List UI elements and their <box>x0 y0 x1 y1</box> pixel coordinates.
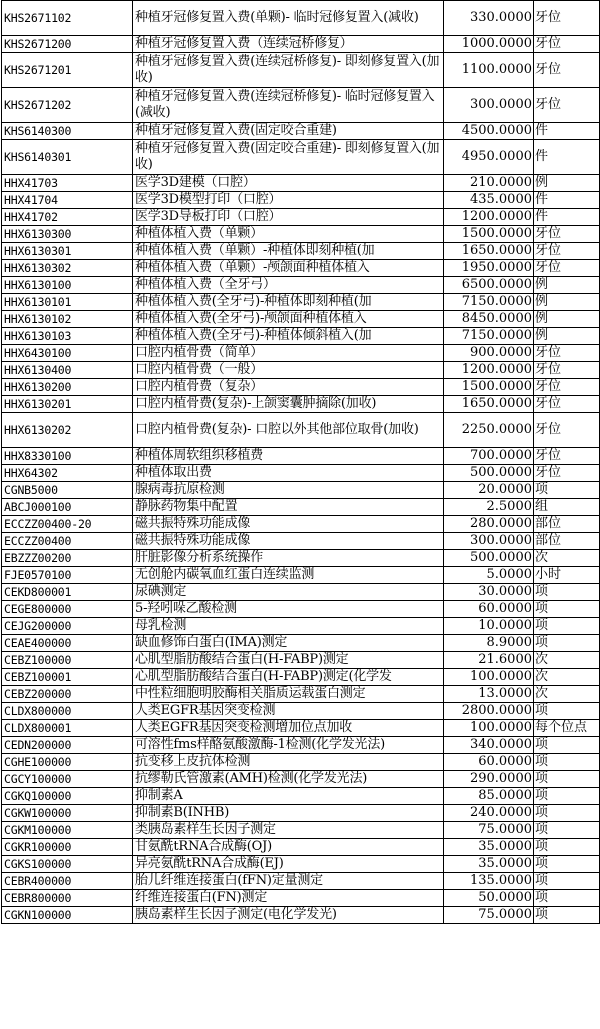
item-code-cell: CLDX800000 <box>2 703 133 720</box>
item-price-cell: 1100.0000 <box>444 53 534 88</box>
table-row <box>2 703 600 720</box>
item-code-cell: ABCJ000100 <box>2 499 133 516</box>
item-code-cell: CEBR400000 <box>2 873 133 890</box>
item-unit-cell: 次 <box>534 652 600 669</box>
table-row <box>2 192 600 209</box>
item-price-cell: 60.0000 <box>444 601 534 618</box>
item-name-cell: 类胰岛素样生长因子测定 <box>133 822 444 839</box>
item-price-cell: 240.0000 <box>444 805 534 822</box>
table-row <box>2 88 600 123</box>
item-unit-cell: 项 <box>534 822 600 839</box>
table-row <box>2 635 600 652</box>
item-unit-cell: 项 <box>534 703 600 720</box>
item-unit-cell: 牙位 <box>534 413 600 448</box>
item-code-cell: HHX6130102 <box>2 311 133 328</box>
item-price-cell: 85.0000 <box>444 788 534 805</box>
item-unit-cell: 项 <box>534 788 600 805</box>
item-unit-cell: 项 <box>534 601 600 618</box>
item-unit-cell: 牙位 <box>534 260 600 277</box>
item-code-cell: HHX6130301 <box>2 243 133 260</box>
item-code-cell: CGKM100000 <box>2 822 133 839</box>
item-name-cell: 缺血修饰白蛋白(IMA)测定 <box>133 635 444 652</box>
item-code-cell: CGKR100000 <box>2 839 133 856</box>
item-name-cell: 医学3D导板打印（口腔） <box>133 209 444 226</box>
item-code-cell: KHS2671202 <box>2 88 133 123</box>
item-name-cell: 心肌型脂肪酸结合蛋白(H-FABP)测定 <box>133 652 444 669</box>
item-name-cell: 口腔内植骨费(复杂)-上颌窦囊肿摘除(加收) <box>133 396 444 413</box>
item-price-cell: 2800.0000 <box>444 703 534 720</box>
item-code-cell: HHX41703 <box>2 175 133 192</box>
table-row <box>2 669 600 686</box>
item-price-cell: 75.0000 <box>444 907 534 924</box>
table-row <box>2 465 600 482</box>
item-price-cell: 30.0000 <box>444 584 534 601</box>
item-name-cell: 腺病毒抗原检测 <box>133 482 444 499</box>
item-name-cell: 种植牙冠修复置入费(连续冠桥修复)- 临时冠修复置入(减收) <box>133 88 444 123</box>
item-code-cell: HHX8330100 <box>2 448 133 465</box>
item-code-cell: HHX6130202 <box>2 413 133 448</box>
item-price-cell: 900.0000 <box>444 345 534 362</box>
table-row <box>2 890 600 907</box>
item-price-cell: 500.0000 <box>444 465 534 482</box>
item-name-cell: 种植体植入费(全牙弓)-种植体倾斜植入(加 <box>133 328 444 345</box>
item-unit-cell: 项 <box>534 907 600 924</box>
table-row <box>2 311 600 328</box>
item-unit-cell: 牙位 <box>534 396 600 413</box>
item-code-cell: CEBZ100000 <box>2 652 133 669</box>
table-row <box>2 243 600 260</box>
item-unit-cell: 件 <box>534 123 600 140</box>
item-name-cell: 胎儿纤维连接蛋白(fFN)定量测定 <box>133 873 444 890</box>
table-row <box>2 584 600 601</box>
item-code-cell: HHX41702 <box>2 209 133 226</box>
item-name-cell: 5-羟吲哚乙酸检测 <box>133 601 444 618</box>
item-code-cell: KHS2671102 <box>2 1 133 36</box>
item-price-cell: 75.0000 <box>444 822 534 839</box>
item-name-cell: 种植体植入费(全牙弓)-种植体即刻种植(加 <box>133 294 444 311</box>
item-price-cell: 300.0000 <box>444 88 534 123</box>
table-row <box>2 413 600 448</box>
item-name-cell: 可溶性fms样酪氨酸激酶-1检测(化学发光法) <box>133 737 444 754</box>
item-name-cell: 磁共振特殊功能成像 <box>133 516 444 533</box>
item-code-cell: CEBR800000 <box>2 890 133 907</box>
item-name-cell: 抗变移上皮抗体检测 <box>133 754 444 771</box>
item-code-cell: KHS2671200 <box>2 36 133 53</box>
item-unit-cell: 项 <box>534 856 600 873</box>
item-name-cell: 甘氨酰tRNA合成酶(OJ) <box>133 839 444 856</box>
table-row <box>2 499 600 516</box>
item-price-cell: 210.0000 <box>444 175 534 192</box>
item-unit-cell: 项 <box>534 805 600 822</box>
item-unit-cell: 牙位 <box>534 345 600 362</box>
item-name-cell: 种植体植入费（单颗） <box>133 226 444 243</box>
item-price-cell: 10.0000 <box>444 618 534 635</box>
table-row <box>2 907 600 924</box>
item-price-cell: 4950.0000 <box>444 140 534 175</box>
table-row <box>2 260 600 277</box>
item-price-cell: 1200.0000 <box>444 209 534 226</box>
item-unit-cell: 牙位 <box>534 88 600 123</box>
item-unit-cell: 组 <box>534 499 600 516</box>
item-unit-cell: 例 <box>534 294 600 311</box>
table-row <box>2 550 600 567</box>
item-unit-cell: 牙位 <box>534 243 600 260</box>
item-unit-cell: 项 <box>534 873 600 890</box>
table-row <box>2 737 600 754</box>
item-unit-cell: 牙位 <box>534 362 600 379</box>
item-name-cell: 母乳检测 <box>133 618 444 635</box>
table-row <box>2 754 600 771</box>
item-price-cell: 7150.0000 <box>444 328 534 345</box>
item-unit-cell: 例 <box>534 328 600 345</box>
table-row <box>2 209 600 226</box>
table-row <box>2 277 600 294</box>
item-code-cell: HHX6130200 <box>2 379 133 396</box>
item-unit-cell: 项 <box>534 771 600 788</box>
item-unit-cell: 项 <box>534 635 600 652</box>
item-price-cell: 290.0000 <box>444 771 534 788</box>
item-price-cell: 1200.0000 <box>444 362 534 379</box>
item-code-cell: HHX6430100 <box>2 345 133 362</box>
item-name-cell: 医学3D模型打印（口腔） <box>133 192 444 209</box>
item-unit-cell: 牙位 <box>534 448 600 465</box>
table-row <box>2 123 600 140</box>
item-unit-cell: 每个位点 <box>534 720 600 737</box>
item-name-cell: 种植体植入费(全牙弓)-颅颌面种植体植入 <box>133 311 444 328</box>
item-code-cell: CEDN200000 <box>2 737 133 754</box>
item-unit-cell: 次 <box>534 686 600 703</box>
item-price-cell: 4500.0000 <box>444 123 534 140</box>
item-price-cell: 60.0000 <box>444 754 534 771</box>
item-code-cell: CEAE400000 <box>2 635 133 652</box>
item-code-cell: CEKD800001 <box>2 584 133 601</box>
item-code-cell: EBZZZ00200 <box>2 550 133 567</box>
item-unit-cell: 牙位 <box>534 1 600 36</box>
item-code-cell: CEBZ100001 <box>2 669 133 686</box>
item-unit-cell: 项 <box>534 584 600 601</box>
table-row <box>2 36 600 53</box>
table-row <box>2 328 600 345</box>
table-row <box>2 396 600 413</box>
item-name-cell: 医学3D建模（口腔） <box>133 175 444 192</box>
item-unit-cell: 次 <box>534 669 600 686</box>
item-price-cell: 5.0000 <box>444 567 534 584</box>
item-name-cell: 纤维连接蛋白(FN)测定 <box>133 890 444 907</box>
table-row <box>2 720 600 737</box>
item-unit-cell: 项 <box>534 737 600 754</box>
table-row <box>2 652 600 669</box>
item-code-cell: HHX6130201 <box>2 396 133 413</box>
item-name-cell: 人类EGFR基因突变检测增加位点加收 <box>133 720 444 737</box>
item-price-cell: 6500.0000 <box>444 277 534 294</box>
item-unit-cell: 件 <box>534 192 600 209</box>
item-code-cell: CGCY100000 <box>2 771 133 788</box>
item-code-cell: CGNB5000 <box>2 482 133 499</box>
item-code-cell: CGKN100000 <box>2 907 133 924</box>
item-unit-cell: 项 <box>534 754 600 771</box>
table-row <box>2 805 600 822</box>
item-name-cell: 种植牙冠修复置入费(单颗)- 临时冠修复置入(减收) <box>133 1 444 36</box>
item-unit-cell: 牙位 <box>534 226 600 243</box>
item-name-cell: 种植体植入费（单颗）-颅颌面种植体植入 <box>133 260 444 277</box>
item-name-cell: 抑制素B(INHB) <box>133 805 444 822</box>
item-name-cell: 种植牙冠修复置入费（连续冠桥修复） <box>133 36 444 53</box>
item-price-cell: 2250.0000 <box>444 413 534 448</box>
item-name-cell: 肝脏影像分析系统操作 <box>133 550 444 567</box>
item-code-cell: CLDX800001 <box>2 720 133 737</box>
item-price-cell: 280.0000 <box>444 516 534 533</box>
item-code-cell: CEJG200000 <box>2 618 133 635</box>
item-name-cell: 抗缪勒氏管激素(AMH)检测(化学发光法) <box>133 771 444 788</box>
item-unit-cell: 件 <box>534 209 600 226</box>
item-code-cell: HHX6130103 <box>2 328 133 345</box>
item-name-cell: 人类EGFR基因突变检测 <box>133 703 444 720</box>
item-name-cell: 静脉药物集中配置 <box>133 499 444 516</box>
item-name-cell: 心肌型脂肪酸结合蛋白(H-FABP)测定(化学发 <box>133 669 444 686</box>
table-row <box>2 516 600 533</box>
table-row <box>2 839 600 856</box>
item-name-cell: 种植体取出费 <box>133 465 444 482</box>
item-code-cell: CGKS100000 <box>2 856 133 873</box>
item-price-cell: 340.0000 <box>444 737 534 754</box>
item-name-cell: 口腔内植骨费(复杂)- 口腔以外其他部位取骨(加收) <box>133 413 444 448</box>
item-name-cell: 口腔内植骨费（复杂） <box>133 379 444 396</box>
item-name-cell: 种植体植入费（单颗）-种植体即刻种植(加 <box>133 243 444 260</box>
table-row <box>2 771 600 788</box>
item-code-cell: CEBZ200000 <box>2 686 133 703</box>
table-row <box>2 175 600 192</box>
item-price-cell: 700.0000 <box>444 448 534 465</box>
table-row <box>2 226 600 243</box>
item-price-cell: 8.9000 <box>444 635 534 652</box>
item-code-cell: CEGE800000 <box>2 601 133 618</box>
item-price-cell: 100.0000 <box>444 720 534 737</box>
item-name-cell: 种植牙冠修复置入费(连续冠桥修复)- 即刻修复置入(加收) <box>133 53 444 88</box>
item-code-cell: HHX6130300 <box>2 226 133 243</box>
table-row <box>2 533 600 550</box>
item-name-cell: 种植体周软组织移植费 <box>133 448 444 465</box>
table-row <box>2 601 600 618</box>
item-unit-cell: 项 <box>534 890 600 907</box>
item-name-cell: 中性粒细胞明胶酶相关脂质运载蛋白测定 <box>133 686 444 703</box>
item-unit-cell: 例 <box>534 175 600 192</box>
item-name-cell: 口腔内植骨费（简单） <box>133 345 444 362</box>
table-row <box>2 345 600 362</box>
item-name-cell: 尿碘测定 <box>133 584 444 601</box>
item-code-cell: CGKW100000 <box>2 805 133 822</box>
item-unit-cell: 例 <box>534 311 600 328</box>
table-row <box>2 567 600 584</box>
item-name-cell: 口腔内植骨费（一般） <box>133 362 444 379</box>
price-table <box>1 0 600 924</box>
item-price-cell: 20.0000 <box>444 482 534 499</box>
item-unit-cell: 项 <box>534 482 600 499</box>
item-code-cell: HHX6130100 <box>2 277 133 294</box>
item-code-cell: HHX6130400 <box>2 362 133 379</box>
item-name-cell: 异亮氨酰tRNA合成酶(EJ) <box>133 856 444 873</box>
table-row <box>2 53 600 88</box>
item-price-cell: 330.0000 <box>444 1 534 36</box>
item-unit-cell: 牙位 <box>534 53 600 88</box>
item-price-cell: 1650.0000 <box>444 243 534 260</box>
table-row <box>2 1 600 36</box>
item-name-cell: 磁共振特殊功能成像 <box>133 533 444 550</box>
item-price-cell: 35.0000 <box>444 856 534 873</box>
item-code-cell: FJE0570100 <box>2 567 133 584</box>
table-row <box>2 379 600 396</box>
item-unit-cell: 牙位 <box>534 379 600 396</box>
table-row <box>2 140 600 175</box>
item-price-cell: 50.0000 <box>444 890 534 907</box>
item-code-cell: HHX41704 <box>2 192 133 209</box>
table-row <box>2 856 600 873</box>
item-name-cell: 种植牙冠修复置入费(固定咬合重建)- 即刻修复置入(加收) <box>133 140 444 175</box>
item-price-cell: 8450.0000 <box>444 311 534 328</box>
item-code-cell: ECCZZ00400-20 <box>2 516 133 533</box>
item-unit-cell: 例 <box>534 277 600 294</box>
table-row <box>2 788 600 805</box>
item-name-cell: 种植牙冠修复置入费(固定咬合重建) <box>133 123 444 140</box>
item-price-cell: 1500.0000 <box>444 226 534 243</box>
table-row <box>2 294 600 311</box>
item-code-cell: KHS2671201 <box>2 53 133 88</box>
table-row <box>2 448 600 465</box>
item-name-cell: 种植体植入费（全牙弓） <box>133 277 444 294</box>
item-code-cell: KHS6140301 <box>2 140 133 175</box>
item-code-cell: CGKQ100000 <box>2 788 133 805</box>
item-unit-cell: 项 <box>534 618 600 635</box>
item-price-cell: 7150.0000 <box>444 294 534 311</box>
item-name-cell: 胰岛素样生长因子测定(电化学发光) <box>133 907 444 924</box>
table-row <box>2 686 600 703</box>
item-unit-cell: 部位 <box>534 516 600 533</box>
item-price-cell: 21.6000 <box>444 652 534 669</box>
item-price-cell: 35.0000 <box>444 839 534 856</box>
item-price-cell: 100.0000 <box>444 669 534 686</box>
table-row <box>2 362 600 379</box>
item-price-cell: 1950.0000 <box>444 260 534 277</box>
table-row <box>2 618 600 635</box>
item-price-cell: 500.0000 <box>444 550 534 567</box>
item-price-cell: 2.5000 <box>444 499 534 516</box>
item-price-cell: 1650.0000 <box>444 396 534 413</box>
item-code-cell: CGHE100000 <box>2 754 133 771</box>
item-unit-cell: 件 <box>534 140 600 175</box>
item-unit-cell: 小时 <box>534 567 600 584</box>
table-row <box>2 482 600 499</box>
item-unit-cell: 项 <box>534 839 600 856</box>
table-row <box>2 873 600 890</box>
item-name-cell: 抑制素A <box>133 788 444 805</box>
item-code-cell: KHS6140300 <box>2 123 133 140</box>
item-code-cell: HHX6130302 <box>2 260 133 277</box>
item-unit-cell: 牙位 <box>534 36 600 53</box>
item-price-cell: 135.0000 <box>444 873 534 890</box>
price-table-body <box>2 1 600 924</box>
table-row <box>2 822 600 839</box>
item-code-cell: HHX64302 <box>2 465 133 482</box>
item-price-cell: 300.0000 <box>444 533 534 550</box>
item-price-cell: 13.0000 <box>444 686 534 703</box>
item-price-cell: 1500.0000 <box>444 379 534 396</box>
item-unit-cell: 次 <box>534 550 600 567</box>
item-code-cell: HHX6130101 <box>2 294 133 311</box>
item-code-cell: ECCZZ00400 <box>2 533 133 550</box>
item-price-cell: 1000.0000 <box>444 36 534 53</box>
item-unit-cell: 牙位 <box>534 465 600 482</box>
item-price-cell: 435.0000 <box>444 192 534 209</box>
item-unit-cell: 部位 <box>534 533 600 550</box>
item-name-cell: 无创舱内碳氧血红蛋白连续监测 <box>133 567 444 584</box>
